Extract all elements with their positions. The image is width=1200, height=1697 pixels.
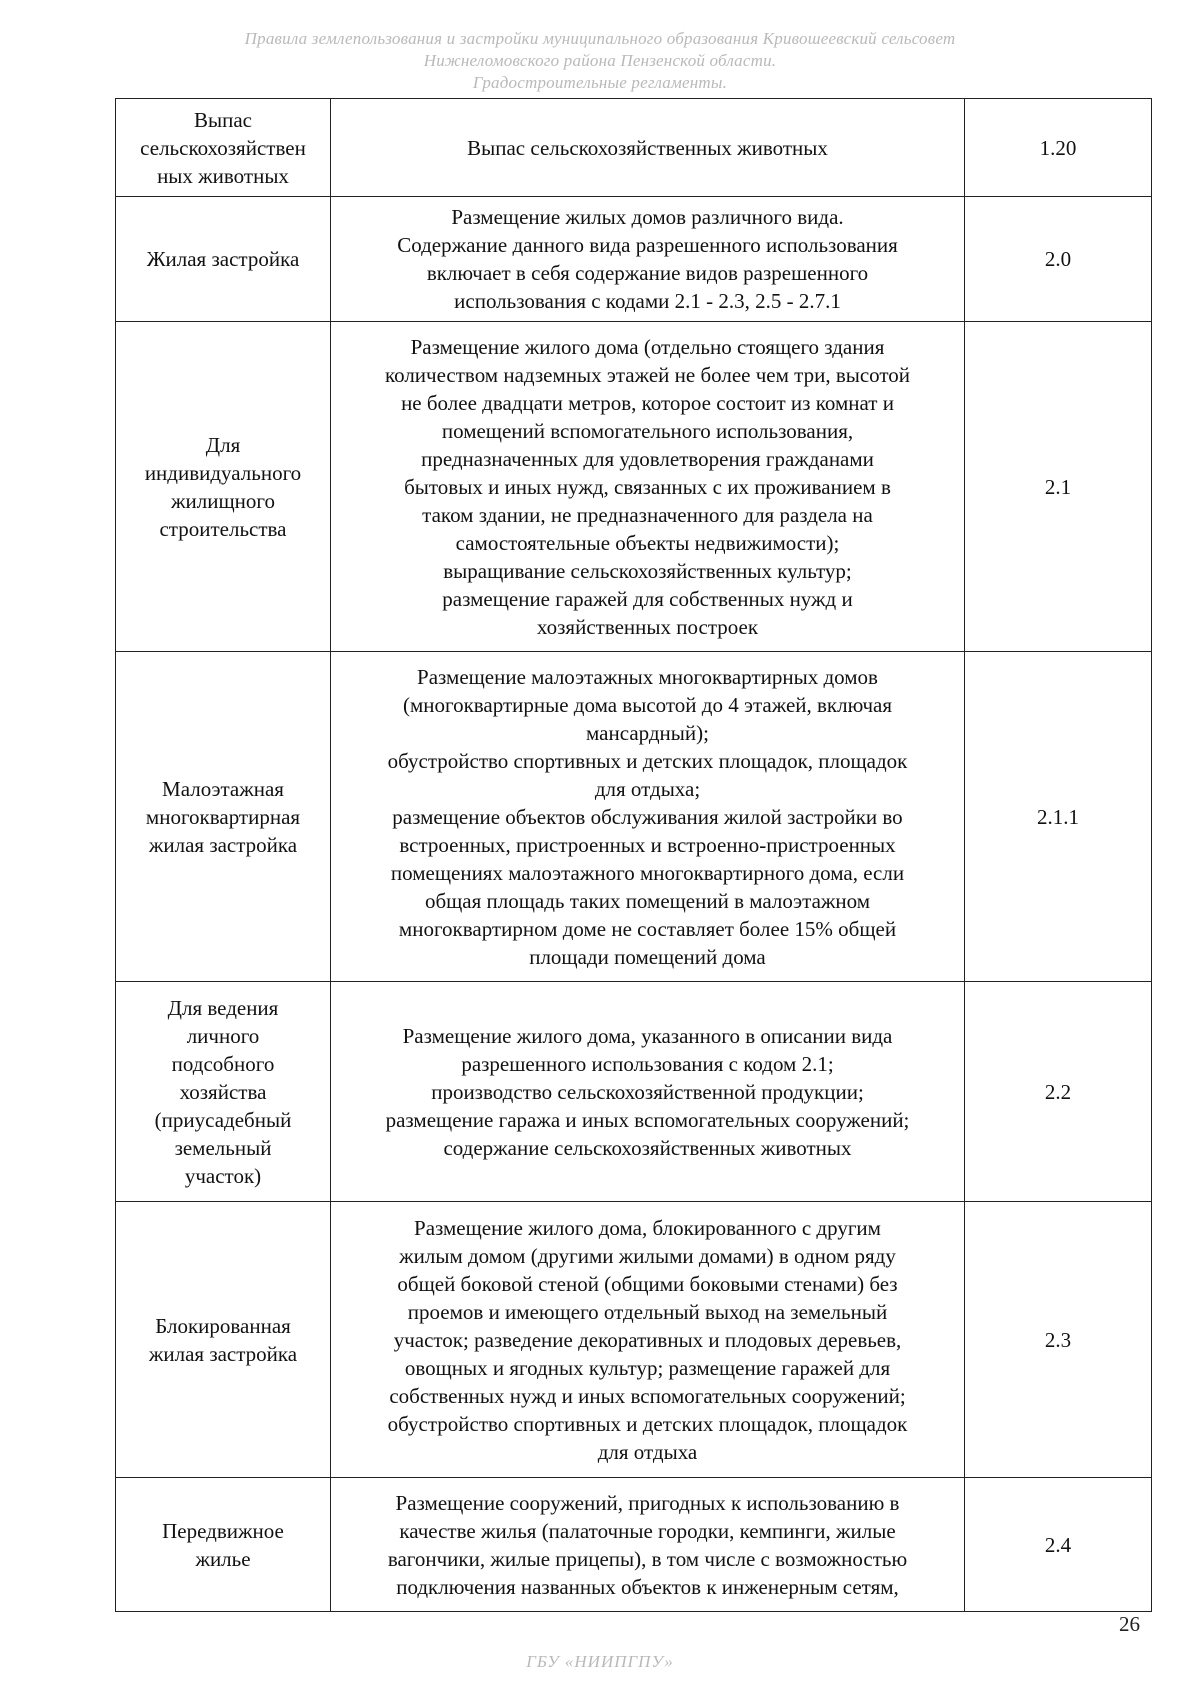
use-description-cell [331,99,965,197]
table-row [116,982,1152,1202]
use-code-cell: 2.2 [965,982,1152,1202]
description-line: общей боковой стеной (общими боковыми стенами) без [397,1271,898,1296]
description-line: Размещение сооружений, пригодных к использованию в [395,1490,900,1515]
use-code-cell: 2.3 [965,1202,1152,1478]
description-line: разрешенного использования с кодом 2.1; [461,1051,834,1076]
use-name-line: жилая застройка [148,1341,298,1366]
description-line: для отдыха [597,1439,698,1464]
page-number: 26 [1119,1612,1140,1636]
description-line: вагончики, жилые прицепы), в том числе с возможностью [387,1546,908,1571]
use-name-cell [116,652,331,982]
description-line: не более двадцати метров, которое состоит из комнат и [401,390,894,415]
use-name-cell [116,1478,331,1612]
table-row [116,1202,1152,1478]
page-header [0,28,1200,94]
use-name-cell [116,1202,331,1478]
description-line: овощных и ягодных культур; размещение гаражей для [404,1355,891,1380]
description-line: использования с кодами 2.1 - 2.3, 2.5 - 2.7.1 [454,289,841,313]
description-line: Выпас сельскохозяйственных животных [467,135,828,160]
table-row [116,652,1152,982]
use-name-line: индивидуального [144,460,302,485]
page-footer: ГБУ «НИИПГПУ» [526,1652,674,1671]
description-line: хозяйственных построек [536,614,759,639]
use-code-cell: 1.20 [965,99,1152,197]
description-line: качестве жилья (палаточные городки, кемпинги, жилые [399,1518,896,1543]
description-line: количеством надземных этажей не более чем три, высотой [384,362,911,387]
use-code-cell: 2.1.1 [965,652,1152,982]
regulations-table [115,98,1152,1612]
description-line: производство сельскохозяйственной продукции; [431,1079,864,1104]
use-name-line: Выпас [194,107,252,132]
use-name-cell [116,322,331,652]
description-line: многоквартирном доме не составляет более 15% общей [398,916,897,941]
description-line: самостоятельные объекты недвижимости); [455,530,840,555]
description-line: включает в себя содержание видов разрешенного [426,261,869,285]
description-line: проемов и имеющего отдельный выход на земельный [407,1299,888,1324]
description-line: обустройство спортивных и детских площадок, площадок [387,1411,908,1436]
use-name-line: (приусадебный [154,1107,292,1132]
use-name-line: Передвижное [162,1518,284,1543]
description-line: размещение объектов обслуживания жилой застройки во [392,804,903,829]
description-line: размещение гаражей для собственных нужд и [442,586,853,611]
description-line: (многоквартирные дома высотой до 4 этажей, включая [402,692,893,717]
use-description-cell [331,652,965,982]
use-name-cell [116,982,331,1202]
description-line: Размещение жилых домов различного вида. [451,205,844,229]
description-line: площади помещений дома [529,944,766,969]
table-row [116,1478,1152,1612]
header-line-2: Нижнеломовского района Пензенской области. [423,51,777,70]
use-description-cell [331,322,965,652]
description-line: размещение гаража и иных вспомогательных сооружений; [385,1107,910,1132]
table-row [116,197,1152,322]
use-name-line: Жилая застройка [146,247,300,271]
use-name-line: жилье [195,1546,251,1571]
use-name-line: ных животных [157,163,289,188]
use-description-cell [331,1202,965,1478]
use-name-line: Для ведения [167,995,279,1020]
use-name-line: Блокированная [155,1313,291,1338]
use-name-line: строительства [159,516,287,541]
regulations-table-body [116,99,1152,1612]
description-line: содержание сельскохозяйственных животных [443,1135,852,1160]
description-line: мансардный); [586,720,709,745]
description-line: собственных нужд и иных вспомогательных сооружений; [389,1383,906,1408]
header-line-3: Градостроительные регламенты. [472,73,728,92]
use-name-line: участок) [184,1163,262,1188]
table-row [116,99,1152,197]
use-name-line: Малоэтажная [162,776,284,801]
use-name-line: земельный [174,1135,272,1160]
use-name-cell [116,197,331,322]
description-line: Содержание данного вида разрешенного использования [397,233,898,257]
header-line-1: Правила землепользования и застройки муниципального образования Кривошеевский сельсовет [244,29,956,48]
description-line: подключения названных объектов к инженерным сетям, [396,1574,899,1599]
use-name-line: Для [205,432,241,457]
use-code-cell: 2.1 [965,322,1152,652]
use-name-line: сельскохозяйствен [140,135,306,160]
description-line: таком здании, не предназначенного для раздела на [422,502,873,527]
use-description-cell [331,197,965,322]
use-code-cell: 2.4 [965,1478,1152,1612]
use-name-line: подсобного [171,1051,275,1076]
description-line: Размещение жилого дома, блокированного с другим [414,1215,881,1240]
description-line: для отдыха; [594,776,701,801]
description-line: Размещение жилого дома, указанного в описании вида [402,1023,893,1048]
description-line: встроенных, пристроенных и встроенно-пристроенных [399,832,896,857]
description-line: помещениях малоэтажного многоквартирного дома, если [390,860,905,885]
description-line: участок; разведение декоративных и плодовых деревьев, [393,1327,902,1352]
use-name-line: хозяйства [179,1079,267,1104]
use-description-cell [331,1478,965,1612]
description-line: предназначенных для удовлетворения гражданами [421,446,874,471]
table-row [116,322,1152,652]
description-line: Размещение малоэтажных многоквартирных домов [417,664,878,689]
description-line: помещений вспомогательного использования, [441,418,854,443]
use-code-cell: 2.0 [965,197,1152,322]
use-description-cell [331,982,965,1202]
use-name-line: жилая застройка [148,832,298,857]
use-name-cell [116,99,331,197]
description-line: общая площадь таких помещений в малоэтажном [424,888,871,913]
description-line: Размещение жилого дома (отдельно стоящего здания [410,334,885,359]
description-line: обустройство спортивных и детских площадок, площадок [387,748,908,773]
use-name-line: многоквартирная [145,804,301,829]
description-line: выращивание сельскохозяйственных культур; [443,558,852,583]
description-line: жилым домом (другими жилыми домами) в одном ряду [399,1243,896,1268]
description-line: бытовых и иных нужд, связанных с их проживанием в [404,474,891,499]
use-name-line: личного [186,1023,260,1048]
use-name-line: жилищного [171,488,275,513]
